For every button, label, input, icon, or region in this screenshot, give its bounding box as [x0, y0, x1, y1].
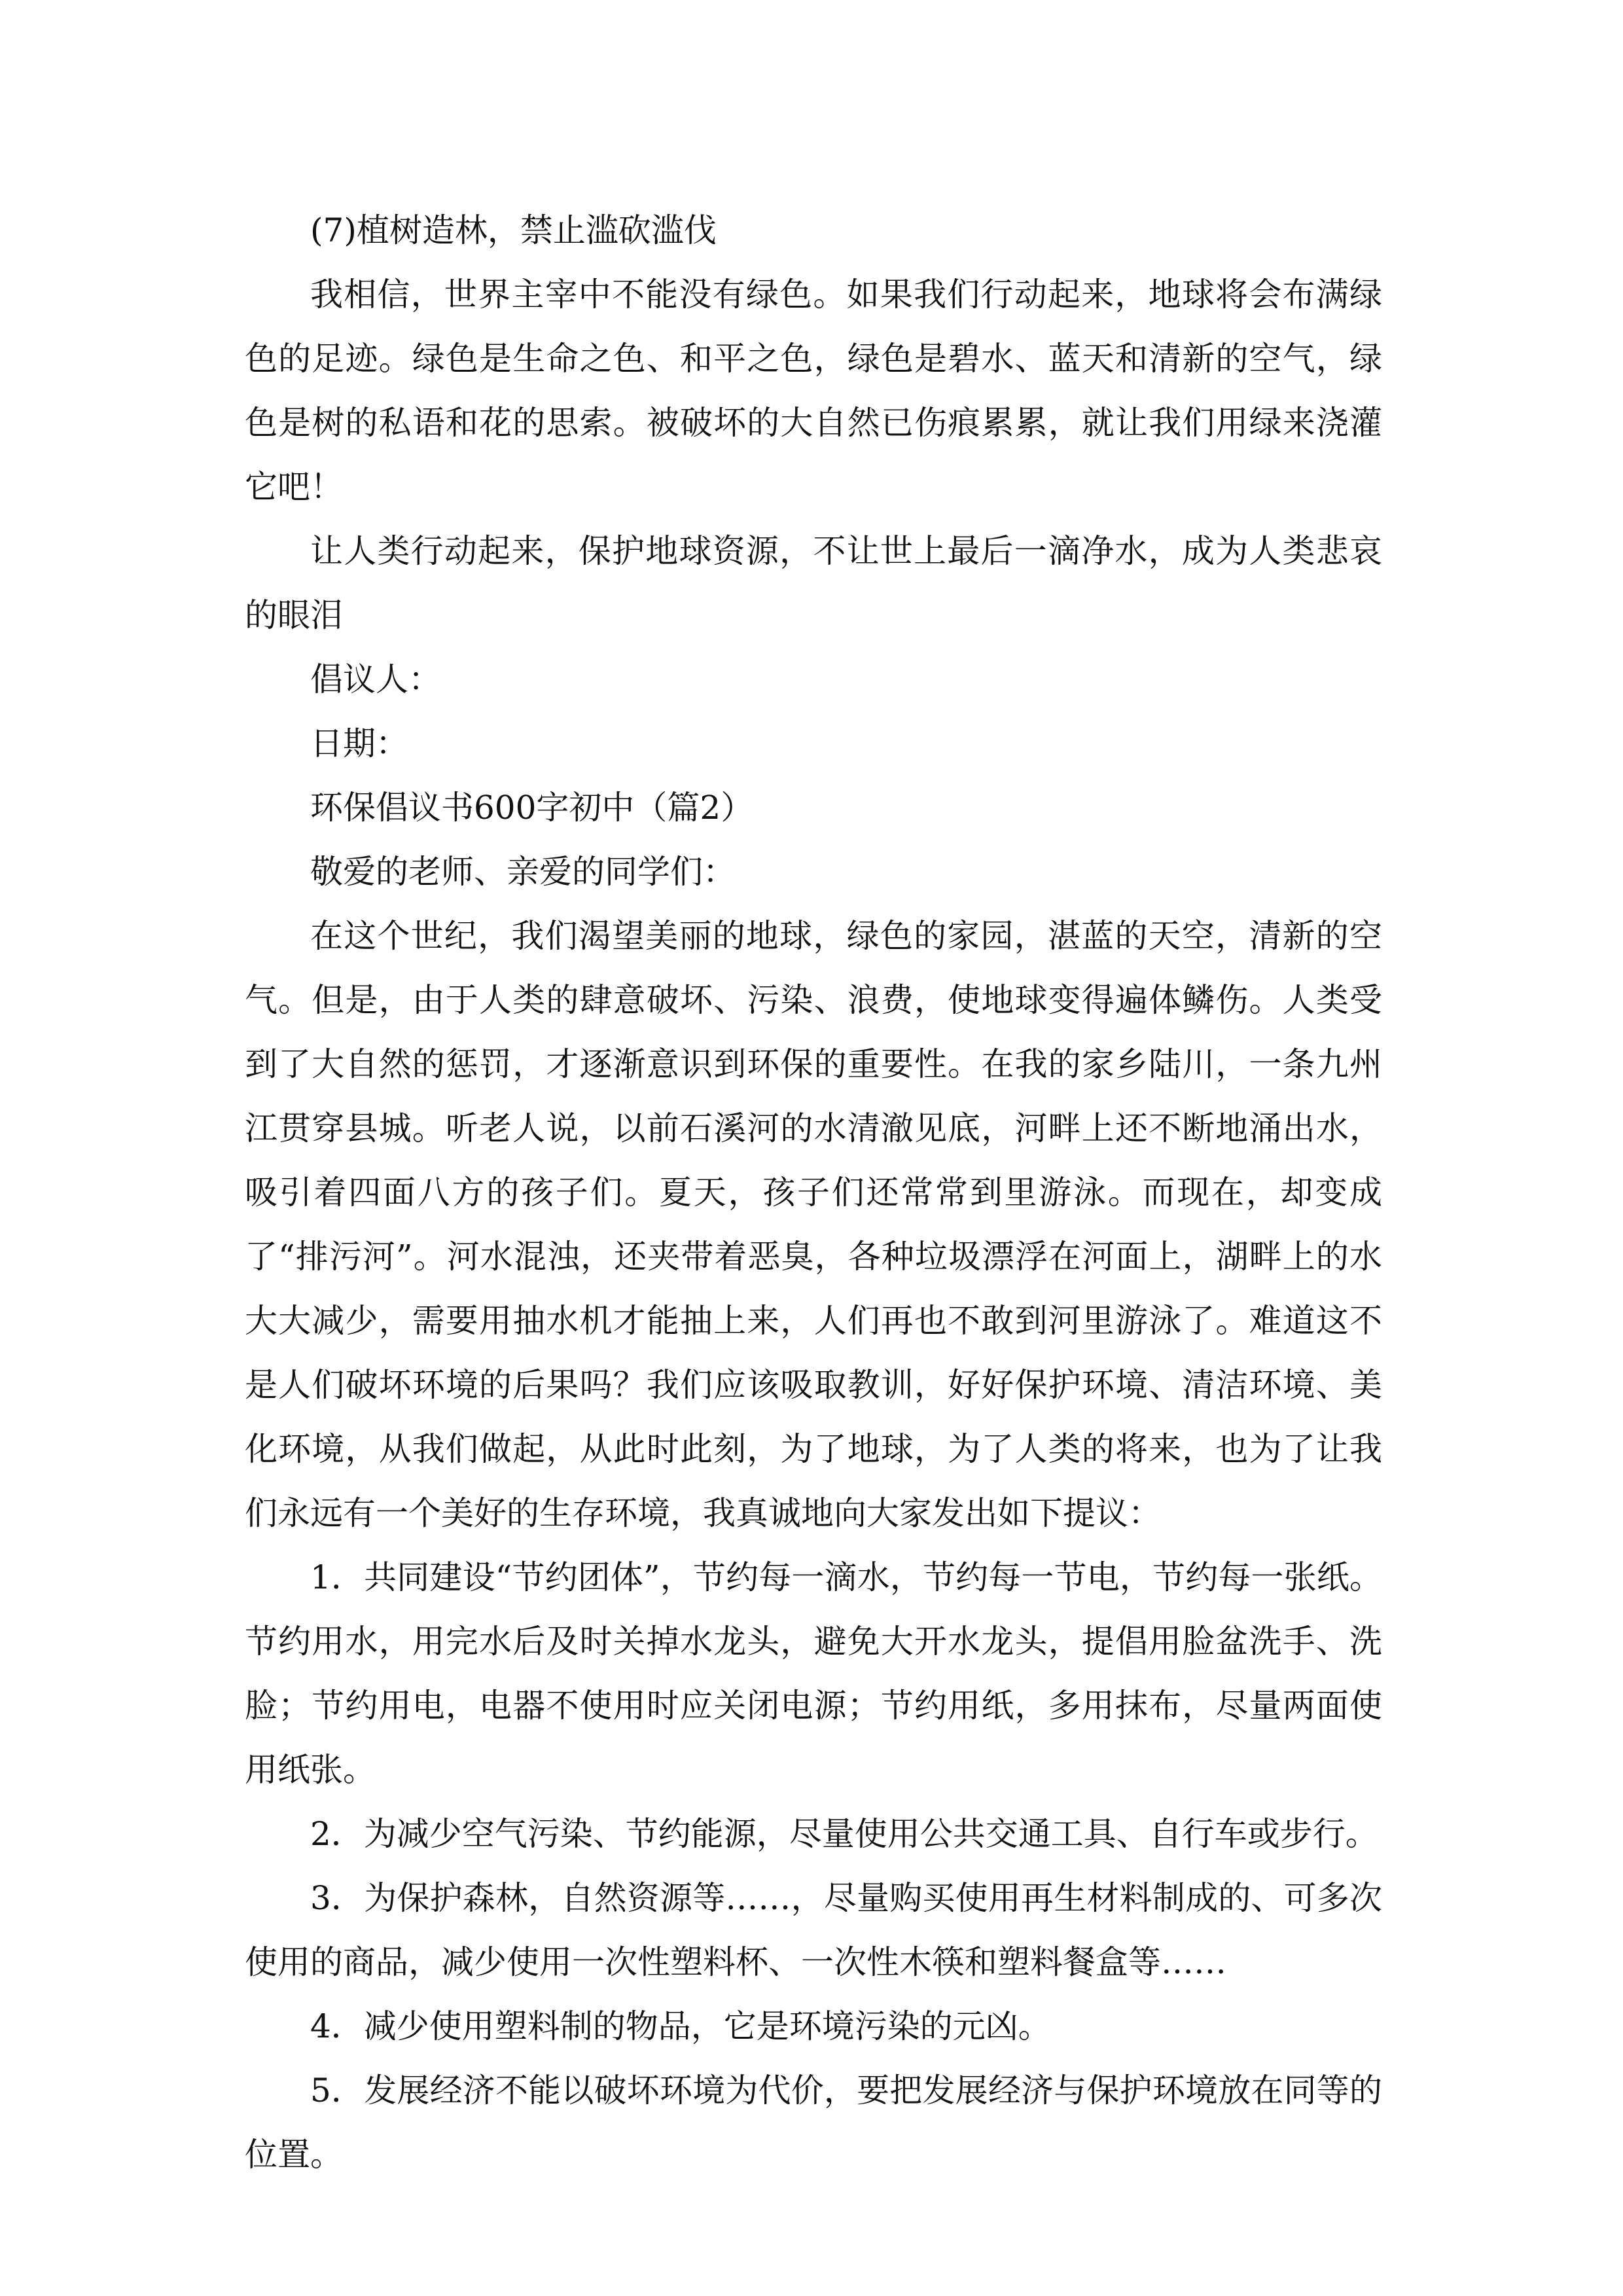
paragraph-intro: 在这个世纪，我们渴望美丽的地球，绿色的家园，湛蓝的天空，清新的空气。但是，由于人类的肆意破坏、污染、浪费，使地球变得遍体鳞伤。人类受到了大自然的惩罚，才逐渐意识到环保的重要性。在我的家乡陆川，一条九州江贯穿县城。听老人说，以前石溪河的水清澈见底，河畔上还不断地涌出水，吸引着四面八方的孩子们。夏天，孩子们还常常到里游泳。而现在，却变成了“排污河”。河水混浊，还夹带着恶臭，各种垃圾漂浮在河面上，湖畔上的水大大减少，需要用抽水机才能抽上来，人们再也不敢到河里游泳了。难道这不是人们破坏环境的后果吗？我们应该吸取教训，好好保护环境、清洁环境、美化环境，从我们做起，从此时此刻，为了地球，为了人类的将来，也为了让我们永远有一个美好的生存环境，我真诚地向大家发出如下提议：	[245, 917, 1382, 1532]
date-label: 日期：	[310, 725, 408, 762]
salutation: 敬爱的老师、亲爱的同学们：	[310, 853, 736, 891]
proposal-item-5: 5．发展经济不能以破坏环境为代价，要把发展经济与保护环境放在同等的位置。	[245, 2072, 1382, 2174]
proposal-item-4: 4．减少使用塑料制的物品，它是环境污染的元凶。	[310, 2007, 1051, 2045]
document-body	[245, 198, 1382, 2187]
section-title: 环保倡议书600字初中（篇2）	[310, 789, 754, 827]
proposal-item-3: 3．为保护森林，自然资源等……，尽量购买使用再生材料制成的、可多次使用的商品，减少使用一次性塑料杯、一次性木筷和塑料餐盒等……	[245, 1879, 1382, 1981]
proposal-item-1: 1．共同建设“节约团体”，节约每一滴水，节约每一节电，节约每一张纸。节约用水，用完水后及时关掉水龙头，避免大开水龙头，提倡用脸盆洗手、洗脸；节约用电，电器不使用时应关闭电源；节约用纸，多用抹布，尽量两面使用纸张。	[245, 1558, 1382, 1789]
paragraph-measure-7: (7)植树造林，禁止滥砍滥伐	[310, 211, 717, 249]
initiator-label: 倡议人：	[310, 660, 441, 698]
paragraph-belief: 我相信，世界主宰中不能没有绿色。如果我们行动起来，地球将会布满绿色的足迹。绿色是生命之色、和平之色，绿色是碧水、蓝天和清新的空气，绿色是树的私语和花的思索。被破坏的大自然已伤痕累累，就让我们用绿来浇灌它吧！	[245, 276, 1382, 506]
paragraph-call-to-action: 让人类行动起来，保护地球资源，不让世上最后一滴净水，成为人类悲哀的眼泪	[245, 532, 1382, 634]
proposal-item-2: 2．为减少空气污染、节约能源，尽量使用公共交通工具、自行车或步行。	[310, 1815, 1378, 1853]
